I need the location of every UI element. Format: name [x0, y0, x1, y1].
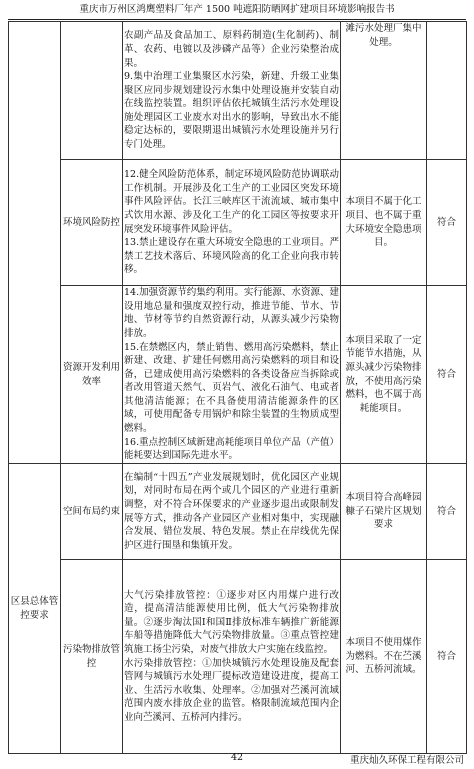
verdict-cell: 符合 — [427, 464, 467, 560]
verdict-cell — [427, 22, 467, 160]
requirement-cell — [123, 22, 341, 160]
item-cell: 空间布局约束 — [61, 464, 123, 560]
verdict-cell: 符合 — [427, 286, 467, 464]
project-cell: 滩污水处理厂集中处理。 — [341, 22, 427, 160]
requirement-text: 12.健全风险防范体系，制定环境风险防范协调联动工作机制。开展涉及化工生产的工业园区突发环境事件风险评估。长江三峡库区干流流域、城市集中式饮用水源、涉及化工生产的化工园区等按要求开展突发环境事件风险评估。 — [124, 169, 339, 235]
table-row — [9, 286, 467, 464]
requirement-cell — [123, 160, 341, 286]
requirement-cell — [123, 560, 341, 754]
requirement-text: 在编制“十四五”产业发展规划时，优化园区产业规划，对同时布局在两个或几个园区的产业进行重新调整，对不符合环保要求的产业逐步退出或限制发展等方式，推动各产业园区产业相对集中，实现融合发展、错位发展、特色发展。禁止在岸线优先保护区进行围垦和集镇开发。 — [124, 471, 339, 551]
item-cell: 环境风险防控 — [61, 160, 123, 286]
requirement-text: 13.禁止建设存在重大环境安全隐患的工业项目。严禁工艺技术落后、环境风险高的化工企业向我市转移。 — [124, 237, 339, 276]
project-cell: 本项目符合高峰园糠子石梁片区规划要求 — [341, 464, 427, 560]
footer-company: 重庆灿久环保工程有限公司 — [349, 755, 464, 766]
requirement-text: 农副产品及食品加工、原料药制造(生化制药)、制革、农药、电镀以及涉磷产品等）企业污染整治成果。 — [124, 30, 339, 69]
requirement-text: 9.集中治理工业集聚区水污染，新建、升级工业集聚区应同步规划建设污水集中处理设施并安装自动在线监控装置。组织评估依托城镇生活污水处理设施处理园区工业废水对出水的影响，导致出水不能稳定达标的，要限期退出城镇污水处理设施并另行专门处理。 — [124, 71, 339, 151]
requirement-cell — [123, 286, 341, 464]
table-row — [9, 22, 467, 160]
project-cell: 本项目不属于化工项目、也不属于重大环境安全隐患项目。 — [341, 160, 427, 286]
verdict-cell: 符合 — [427, 160, 467, 286]
category-cell: 区县总体管控要求 — [9, 464, 61, 754]
page-header: 重庆市万州区鸿鹰塑料厂年产 1500 吨遮阳防晒网扩建项目环境影响报告书 — [79, 4, 395, 15]
requirement-text: 14.加强资源节约集约利用。实行能源、水资源、建设用地总量和强度双控行动，推进节能、节水、节地、节材等节约自然资源行动，从源头减少污染物排放。 — [124, 287, 339, 339]
header-rule — [8, 19, 466, 20]
item-cell: 资源开发利用效率 — [61, 286, 123, 464]
project-cell: 本项目采取了一定节能节水措施，从源头减少污染物排放，不使用高污染燃料，也不属于高耗能项目。 — [341, 286, 427, 464]
compliance-table — [8, 21, 467, 754]
item-cell: 污染物排放管控 — [61, 560, 123, 754]
project-cell: 本项目不使用煤作为燃料。不在苎溪河、五桥河流域。 — [341, 560, 427, 754]
item-cell — [61, 22, 123, 160]
requirement-text: 15.在禁燃区内，禁止销售、燃用高污染燃料，禁止新建、改建、扩建任何燃用高污染燃料的项目和设备，已建成使用高污染燃料的各类设备应当拆除或者改用管道天然气、页岩气、液化石油气、电或者其他清洁能源；在不具备使用清洁能源条件的区域，可使用配备专用锅炉和除尘装置的生物质成型燃料。 — [124, 341, 339, 435]
requirement-text: 水污染排放管控：①加快城镇污水处理设施及配套管网与城镇污水处理厂提标改造建设进度，提高工业、生活污水收集、处理率。②加强对苎溪河流域范围内废水排放企业的监管。格限制流域范围内企业向苎溪河、五桥河内排污。 — [124, 657, 339, 723]
verdict-cell: 符合 — [427, 560, 467, 754]
table-row — [9, 464, 467, 560]
requirement-cell — [123, 464, 341, 560]
table-row — [9, 160, 467, 286]
requirement-text: 16.重点控制区域新建高耗能项目单位产品（产值）能耗要达到国际先进水平。 — [124, 436, 339, 462]
page-number: 42 — [230, 752, 244, 763]
table-row — [9, 560, 467, 754]
requirement-text: 大气污染排放管控：①逐步对区内用煤户进行改造，提高清洁能源使用比例，低大气污染物排放量。②逐步淘汰国Ⅰ和国Ⅱ排放标准车辆推广新能源车船等措施降低大气污染物排放量。③重点管控建筑施工扬尘污染，对废气排放大户实施在线监控。 — [124, 589, 339, 655]
category-cell — [9, 22, 61, 464]
